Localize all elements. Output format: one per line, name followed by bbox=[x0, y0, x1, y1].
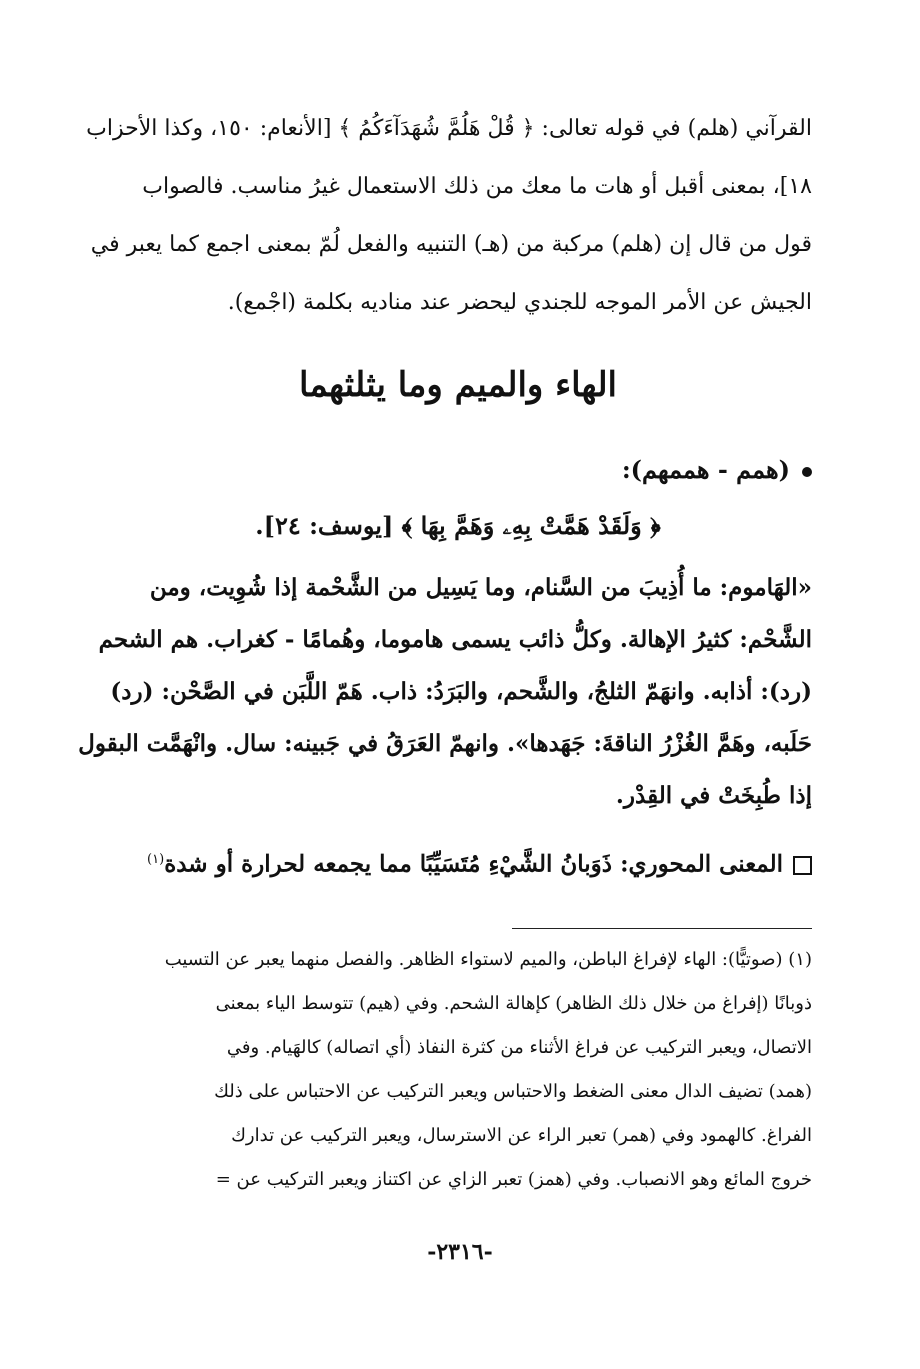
footnote-line: ذوبانًا (إفراغ من خلال ذلك الظاهر) كإهالة الشحم. وفي (هيم) تتوسط الياء بمعنى bbox=[215, 993, 812, 1014]
entry-heading-text: (همم - هممهم): bbox=[621, 455, 790, 484]
footnote-line: الاتصال، ويعبر التركيب عن فراغ الأثناء من كثرة النفاذ (أي اتصاله) كالهَيام. وفي bbox=[226, 1037, 812, 1058]
quote-line: «الهَاموم: ما أُذِيبَ من السَّنام، وما يَسِيل من الشَّحْمة إذا شُوِيت، ومن bbox=[149, 574, 812, 601]
intro-line: القرآني (هلم) في قوله تعالى: ﴿ قُلْ هَلُمَّ شُهَدَآءَكُمُ ﴾ [الأنعام: ١٥٠، وكذا الأحزاب bbox=[86, 116, 812, 141]
footnote-line: الفراغ. كالهمود وفي (همر) تعبر الراء عن الاسترسال، ويعبر التركيب عن تدارك bbox=[231, 1125, 812, 1146]
footnote-reference: (١) bbox=[147, 852, 165, 867]
intro-line: الجيش عن الأمر الموجه للجندي ليحضر عند مناديه بكلمة (اجْمع). bbox=[227, 290, 812, 315]
entry-heading bbox=[622, 452, 812, 488]
quote-line: (رد): أذابه. وانهَمّ الثلجُ، والشَّحم، والبَرَدُ: ذاب. هَمّ اللَّبَن في الصَّحْن: (رد) bbox=[110, 678, 812, 705]
footnotes bbox=[104, 938, 812, 1202]
core-meaning-label: المعنى المحوري: bbox=[620, 850, 783, 878]
bullet-icon bbox=[802, 467, 812, 477]
footnote-divider bbox=[512, 928, 812, 929]
quran-verse: ﴿ وَلَقَدْ هَمَّتْ بِهِۦ وَهَمَّ بِهَا ﴾ [يوسف: ٢٤]. bbox=[255, 511, 661, 540]
core-meaning bbox=[104, 838, 812, 887]
footnote-line: (١) (صوتيًّا): الهاء لإفراغ الباطن، والميم لاستواء الظاهر. والفصل منهما يعبر عن التسيب bbox=[164, 949, 812, 970]
square-box-icon bbox=[793, 856, 812, 875]
section-heading: الهاء والميم وما يثلثهما bbox=[298, 365, 618, 405]
quote-line: إذا طُبِخَتْ في القِدْر. bbox=[615, 782, 812, 809]
core-meaning-text: ذَوَبانُ الشَّيْءِ مُتَسَيِّبًا مما يجمعه لحرارة أو شدة bbox=[164, 850, 613, 878]
footnote-line: (همد) تضيف الدال معنى الضغط والاحتباس ويعبر التركيب عن الاحتباس على ذلك bbox=[214, 1081, 812, 1102]
intro-line: قول من قال إن (هلم) مركبة من (هـ) التنبيه والفعل لُمّ بمعنى اجمع كما يعبر في bbox=[90, 232, 812, 257]
quote-line: حَلَبه، وهَمَّ الغُزْرُ الناقةَ: جَهَدها». وانهمّ العَرَقُ في جَبينه: سال. وانْهَمَّت البقول bbox=[78, 730, 812, 757]
page-number: -٢٣١٦- bbox=[427, 1239, 493, 1265]
dictionary-quote bbox=[78, 562, 812, 822]
intro-line: ١٨]، بمعنى أقبل أو هات ما معك من ذلك الاستعمال غيرُ مناسب. فالصواب bbox=[142, 174, 812, 199]
quote-line: الشَّحْم: كثيرُ الإهالة. وكلُّ ذائب يسمى هاموما، وهُمامًا - كغراب. هم الشحم bbox=[98, 626, 812, 653]
footnote-line: خروج المائع وهو الانصباب. وفي (همز) تعبر الزاي عن اكتناز ويعبر التركيب عن = bbox=[215, 1169, 812, 1190]
intro-paragraph bbox=[86, 100, 812, 332]
